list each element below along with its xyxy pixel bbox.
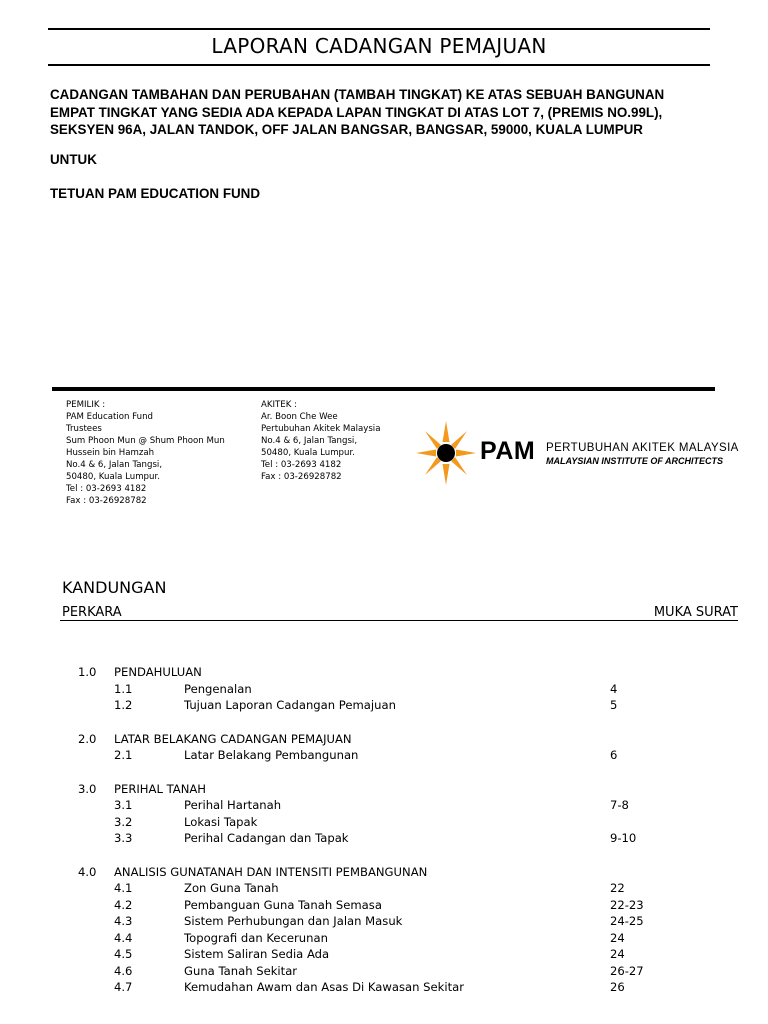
owner-line: Sum Phoon Mun @ Shum Phoon Mun [66,436,225,446]
toc-item-number: 1.2 [114,698,133,712]
project-description [50,86,740,139]
client-name: TETUAN PAM EDUCATION FUND [50,186,261,201]
toc-item-title: Topografi dan Kecerunan [184,930,328,945]
toc-item-page: 24-25 [610,914,644,928]
toc-section-title: PERIHAL TANAH [114,781,207,796]
page-title: LAPORAN CADANGAN PEMAJUAN [211,34,547,58]
toc-item-title: Latar Belakang Pembangunan [184,748,359,762]
toc-item-title: Kemudahan Awam dan Asas Di Kawasan Sekitar [184,980,465,994]
toc-item-page: 22 [610,881,625,895]
toc-item [0,698,768,715]
toc-section-number: 2.0 [78,731,97,746]
owner-line: No.4 & 6, Jalan Tangsi, [66,460,163,470]
toc-item-number: 4.5 [114,947,133,961]
toc-item [0,881,768,898]
toc-item-number: 4.4 [114,930,133,945]
toc-item [0,947,768,964]
toc-item-number: 3.2 [114,814,133,829]
owner-line: Hussein bin Hamzah [66,448,155,458]
owner-line: Fax : 03-26928782 [66,496,147,506]
architect-line: AKITEK : [261,400,297,410]
table-of-contents [0,665,768,997]
toc-item [0,898,768,915]
owner-line: Tel : 03-2693 4182 [66,484,147,494]
project-description-line: SEKSYEN 96A, JALAN TANDOK, OFF JALAN BANGSAR, BANGSAR, 59000, KUALA LUMPUR [50,122,643,137]
toc-item-number: 1.1 [114,681,133,696]
toc-section-number: 1.0 [78,665,97,679]
toc-item-title: Guna Tanah Sekitar [184,963,298,978]
toc-item [0,831,768,848]
toc-item [0,964,768,981]
toc-item-title: Pengenalan [184,681,252,696]
toc-section-title: LATAR BELAKANG CADANGAN PEMAJUAN [114,731,352,746]
architect-line: Pertubuhan Akitek Malaysia [261,424,381,434]
toc-item [0,798,768,815]
toc-item-number: 4.7 [114,980,133,994]
toc-section-title: ANALISIS GUNATANAH DAN INTENSITI PEMBANGUNAN [114,864,428,879]
toc-section [0,865,768,882]
toc-section [0,665,768,682]
contents-column-page: MUKA SURAT [653,605,738,620]
toc-item [0,914,768,931]
toc-item [0,815,768,832]
toc-item-page: 5 [610,698,618,712]
architect-line: Ar. Boon Che Wee [261,412,338,422]
toc-item-number: 4.6 [114,963,133,978]
toc-item-page: 22-23 [610,897,644,912]
owner-line: 50480, Kuala Lumpur. [66,472,160,482]
architect-line: Tel : 03-2693 4182 [261,460,342,470]
title-bottom-rule [48,64,710,66]
pam-abbreviation: PAM [480,437,536,465]
toc-item [0,980,768,997]
architect-details [261,399,380,483]
section-divider [52,387,715,391]
toc-item-title: Perihal Cadangan dan Tapak [184,831,349,845]
toc-item-page: 6 [610,748,618,762]
toc-item-number: 3.1 [114,798,133,812]
toc-section [0,782,768,799]
untuk-label: UNTUK [50,152,97,167]
project-description-line: CADANGAN TAMBAHAN DAN PERUBAHAN (TAMBAH TINGKAT) KE ATAS SEBUAH BANGUNAN [50,87,665,102]
toc-item-number: 2.1 [114,748,133,762]
toc-item-page: 26 [610,980,625,994]
toc-item-page: 24 [610,930,625,945]
architect-line: No.4 & 6, Jalan Tangsi, [261,436,358,446]
toc-section-number: 4.0 [78,864,97,879]
owner-line: PAM Education Fund [66,412,153,422]
pam-star-icon [414,418,478,488]
toc-item-title: Pembanguan Guna Tanah Semasa [184,897,382,912]
toc-section-title: PENDAHULUAN [114,665,202,679]
owner-line: PEMILIK : [66,400,106,410]
toc-item-title: Perihal Hartanah [184,798,282,812]
toc-item-title: Zon Guna Tanah [184,881,279,895]
toc-item-page: 26-27 [610,963,644,978]
architect-line: 50480, Kuala Lumpur. [261,448,355,458]
toc-item [0,748,768,765]
owner-details [66,399,225,507]
contents-column-item: PERKARA [62,605,122,620]
toc-item-number: 4.1 [114,881,133,895]
pam-name-english: MALAYSIAN INSTITUTE OF ARCHITECTS [546,456,723,466]
owner-line: Trustees [66,424,102,434]
toc-item-page: 24 [610,947,625,961]
pam-name-malay: PERTUBUHAN AKITEK MALAYSIA [546,442,739,454]
toc-item-title: Lokasi Tapak [184,814,258,829]
toc-item-number: 4.3 [114,914,133,928]
toc-item-title: Tujuan Laporan Cadangan Pemajuan [184,698,396,712]
contents-header-rule [60,620,738,621]
toc-item-number: 3.3 [114,831,133,845]
toc-item [0,931,768,948]
project-description-line: EMPAT TINGKAT YANG SEDIA ADA KEPADA LAPAN TINGKAT DI ATAS LOT 7, (PREMIS NO.99L), [50,104,663,120]
pam-logo [414,418,739,488]
toc-item-page: 9-10 [610,831,637,845]
toc-section-number: 3.0 [78,781,97,796]
toc-item [0,682,768,699]
toc-item-page: 4 [610,681,618,696]
toc-item-title: Sistem Perhubungan dan Jalan Masuk [184,914,403,928]
contents-heading: KANDUNGAN [62,578,167,597]
toc-item-number: 4.2 [114,897,133,912]
toc-section [0,732,768,749]
title-top-rule [48,28,710,30]
architect-line: Fax : 03-26928782 [261,472,342,482]
toc-item-title: Sistem Saliran Sedia Ada [184,947,330,961]
toc-item-page: 7-8 [610,798,629,812]
